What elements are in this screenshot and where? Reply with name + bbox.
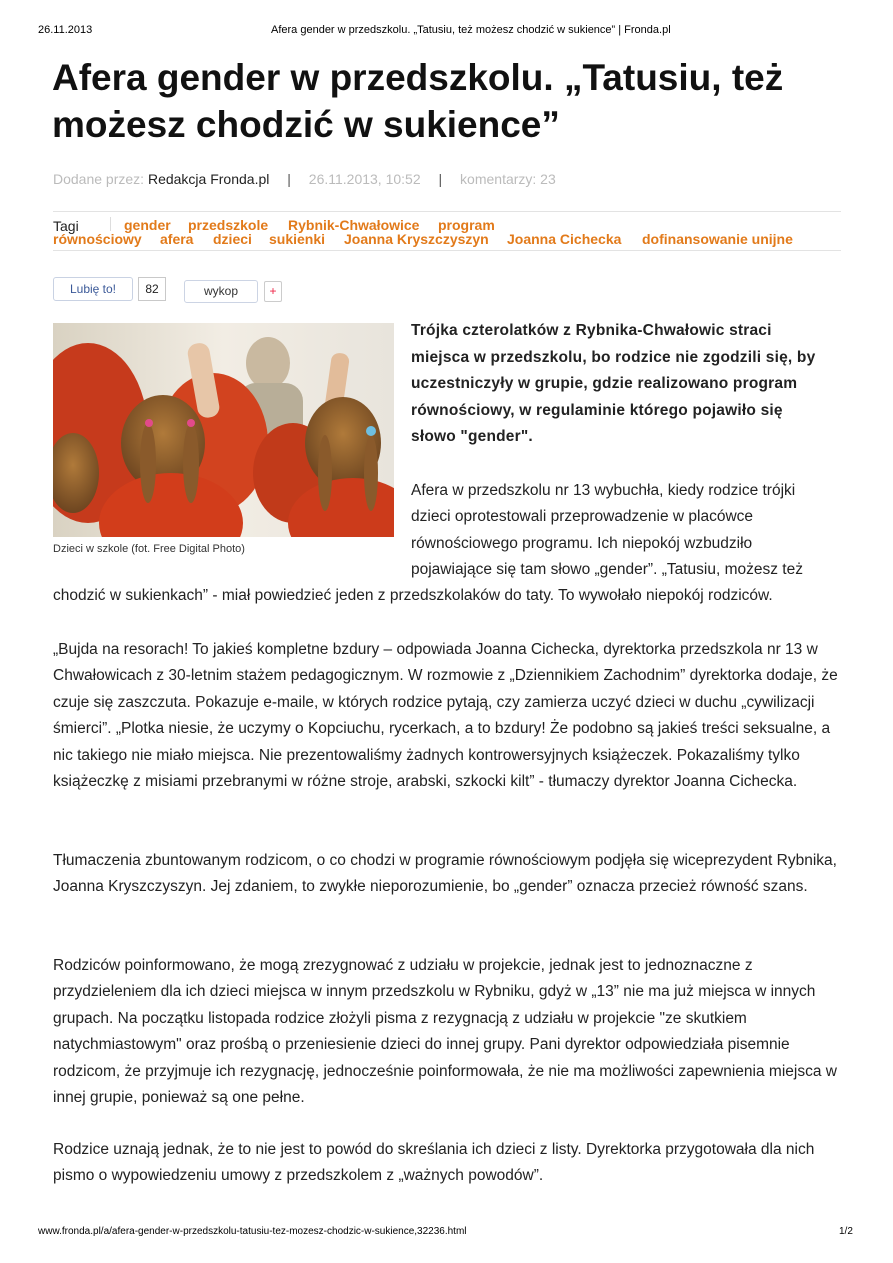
facebook-like-button[interactable]: Lubię to! xyxy=(53,277,133,301)
added-by-label: Dodane przez: xyxy=(53,171,145,187)
author-link[interactable]: Redakcja Fronda.pl xyxy=(147,171,270,187)
tag-link[interactable]: gender xyxy=(124,217,171,233)
tags-bottom-divider xyxy=(53,250,841,251)
publish-datetime: 26.11.2013, 10:52 xyxy=(308,171,421,187)
body-line: pojawiające się tam słowo „gender”. „Tatusiu, możesz też xyxy=(411,561,803,578)
meta-separator: | xyxy=(438,171,443,187)
tag-link[interactable]: dofinansowanie unijne xyxy=(642,231,793,247)
body-line: Afera w przedszkolu nr 13 wybuchła, kiedy rodzice trójki xyxy=(411,482,796,499)
article-lead: Trójka czterolatków z Rybnika-Chwałowic straci miejsca w przedszkolu, bo rodzice nie zgodzili się, by uczestniczyły w grupie, gdzie realizowano program równościowy, w regulaminie którego pojawiło się słowo "gender". xyxy=(411,322,816,445)
tag-link[interactable]: Joanna Kryszczyszyn xyxy=(344,231,489,247)
article-paragraph: Rodzice uznają jednak, że to nie jest to powód do skreślania ich dzieci z listy. Dyrektorka przygotowała dla nich pismo o wypowiedzeniu umowy z przedszkolem z „ważnych powodów”. xyxy=(53,1141,815,1185)
print-footer-url: www.fronda.pl/a/afera-gender-w-przedszkolu-tatusiu-tez-mozesz-chodzic-w-sukience,32236.html xyxy=(38,1226,467,1237)
article-paragraph: Tłumaczenia zbuntowanym rodzicom, o co chodzi w programie równościowym podjęła się wiceprezydent Rybnika, Joanna Kryszczyszyn. Jej zdaniem, to zwykłe nieporozumienie, bo „gender” oznacza przecież równość szans. xyxy=(53,852,837,896)
meta-separator: | xyxy=(287,171,291,187)
print-page-title: Afera gender w przedszkolu. „Tatusiu, też możesz chodzić w sukience” | Fronda.pl xyxy=(271,24,671,36)
print-page-number: 1/2 xyxy=(839,1226,853,1237)
body-line: chodzić w sukienkach” - miał powiedzieć jeden z przedszkolaków do taty. To wywołało niepokój rodziców. xyxy=(53,587,773,604)
wykop-button[interactable]: wykop xyxy=(184,280,258,303)
comments-count[interactable]: komentarzy: 23 xyxy=(460,171,556,187)
classroom-photo-illustration xyxy=(53,323,394,537)
body-line: dzieci oprotestowali przeprowadzenie w placówce xyxy=(411,508,754,525)
article-meta xyxy=(53,171,556,187)
article-paragraph: „Bujda na resorach! To jakieś kompletne bzdury – odpowiada Joanna Cichecka, dyrektorka przedszkola nr 13 w Chwałowicach z 30-letnim stażem pedagogicznym. W rozmowie z „Dziennikiem Zachodnim” dyrektorka dodaje, że czuje się zaszczuta. Pokazuje e-maile, w których rodzice pytają, czy zamierza uczyć dzieci w duchu „cywilizacji śmierci”. „Plotka niesie, że uczymy o Kopciuchu, rycerkach, a to bzdury! Że podobno są jakieś treści seksualne, a nic takiego nie miało miejsca. Nie prezentowaliśmy żadnych kontrowersyjnych książeczek. Pokazaliśmy tylko książeczkę z misiami przebranymi w różne stroje, arabski, szkocki kilt” - tłumaczy dyrektor Joanna Cichecka. xyxy=(53,641,838,791)
tags-label: Tagi xyxy=(53,218,79,234)
tag-link[interactable]: Rybnik-Chwałowice xyxy=(288,217,420,233)
tags-top-divider xyxy=(53,211,841,212)
article-photo xyxy=(53,323,394,537)
tag-link[interactable]: dzieci xyxy=(213,231,252,247)
tags-label-divider xyxy=(110,217,111,231)
print-date: 26.11.2013 xyxy=(38,24,93,36)
photo-caption: Dzieci w szkole (fot. Free Digital Photo) xyxy=(53,543,245,555)
tag-link[interactable]: afera xyxy=(160,231,194,247)
tag-link[interactable]: sukienki xyxy=(269,231,326,247)
like-count-bubble: 82 xyxy=(138,277,166,301)
article-title: Afera gender w przedszkolu. „Tatusiu, też możesz chodzić w sukience” xyxy=(52,57,784,145)
article-paragraph: Rodziców poinformowano, że mogą zrezygnować z udziału w projekcie, jednak jest to jednoznaczne z przydzieleniem dla ich dzieci miejsca w innym przedszkolu w Rybniku, gdyż w „13” nie ma już miejsca w innych grupach. Na początku listopada rodzice złożyli pisma z rezygnacją z udziału w projekcie "ze skutkiem natychmiastowym" oraz prośbą o przeniesienie dzieci do innej grupy. Pani dyrektor odpowiedziała pisemnie rodzicom, że przyjmuje ich rezygnację, jednocześnie poinformowała, że nie ma możliwości zapewnienia miejsca w innej grupie, ponieważ są one pełne. xyxy=(53,957,837,1107)
tag-link[interactable]: równościowy xyxy=(53,231,142,247)
tag-link[interactable]: Joanna Cichecka xyxy=(507,231,622,247)
body-line: równościowego programu. Ich niepokój wzbudziło xyxy=(411,535,753,552)
wykop-plus-button[interactable]: + xyxy=(264,281,282,302)
tag-link[interactable]: program xyxy=(438,217,495,233)
tag-link[interactable]: przedszkole xyxy=(188,217,269,233)
